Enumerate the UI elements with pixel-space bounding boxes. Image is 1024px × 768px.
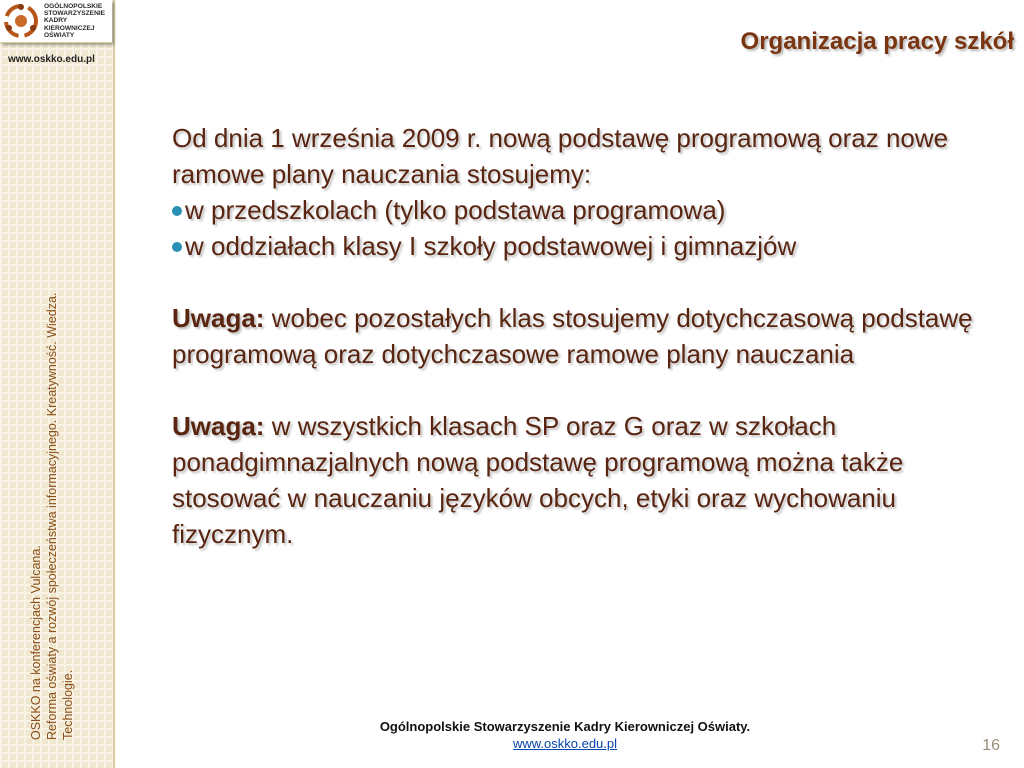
note-label: Uwaga: [172, 411, 265, 441]
page-number: 16 [982, 737, 1000, 754]
bullet-item [172, 192, 1007, 228]
sidebar [0, 0, 115, 768]
note-paragraph [172, 408, 1007, 552]
footer-org: Ogólnopolskie Stowarzyszenie Kadry Kierowniczej Oświaty. [379, 719, 751, 734]
spacer [172, 264, 1007, 300]
bullet-text: w przedszkolach (tylko podstawa programowa) [185, 195, 726, 225]
footer-link[interactable]: www.oskko.edu.pl [512, 736, 618, 751]
footer [300, 718, 830, 752]
slide-content [172, 120, 1007, 552]
note-text: wobec pozostałych klas stosujemy dotychczasową podstawę programową oraz dotychczasowe ramowe plany nauczania [172, 303, 973, 369]
note-label: Uwaga: [172, 303, 265, 333]
conference-caption [28, 200, 76, 740]
oskko-logo[interactable] [0, 0, 112, 43]
caption-line-1: OSKKO na konferencjach Vulcana. [29, 545, 43, 740]
note-text: w wszystkich klasach SP oraz G oraz w szkołach ponadgimnazjalnych nową podstawę programową można także stosować w nauczaniu języków obcych, etyki oraz wychowaniu fizycznym. [172, 411, 904, 549]
bullet-icon [172, 206, 182, 216]
bullet-text: w oddziałach klasy I szkoły podstawowej i gimnazjów [185, 231, 797, 261]
caption-line-2: Reforma oświaty a rozwój społeczeństwa informacyjnego. Kreatywność. Wiedza. [45, 292, 59, 740]
bullet-item [172, 228, 1007, 264]
spacer [172, 372, 1007, 408]
slide-title: Organizacja pracy szkół [740, 28, 1014, 55]
logo-text: OGÓLNOPOLSKIE STOWARZYSZENIE KADRY KIEROWNICZEJ OŚWIATY [44, 3, 106, 39]
sidebar-url[interactable]: www.oskko.edu.pl [8, 54, 95, 65]
caption-line-3: Technologie. [61, 669, 75, 740]
note-paragraph [172, 300, 1007, 372]
intro-paragraph: Od dnia 1 września 2009 r. nową podstawę programową oraz nowe ramowe plany nauczania stosujemy: [172, 123, 949, 189]
bullet-icon [172, 242, 182, 252]
oskko-logo-icon [2, 2, 40, 40]
